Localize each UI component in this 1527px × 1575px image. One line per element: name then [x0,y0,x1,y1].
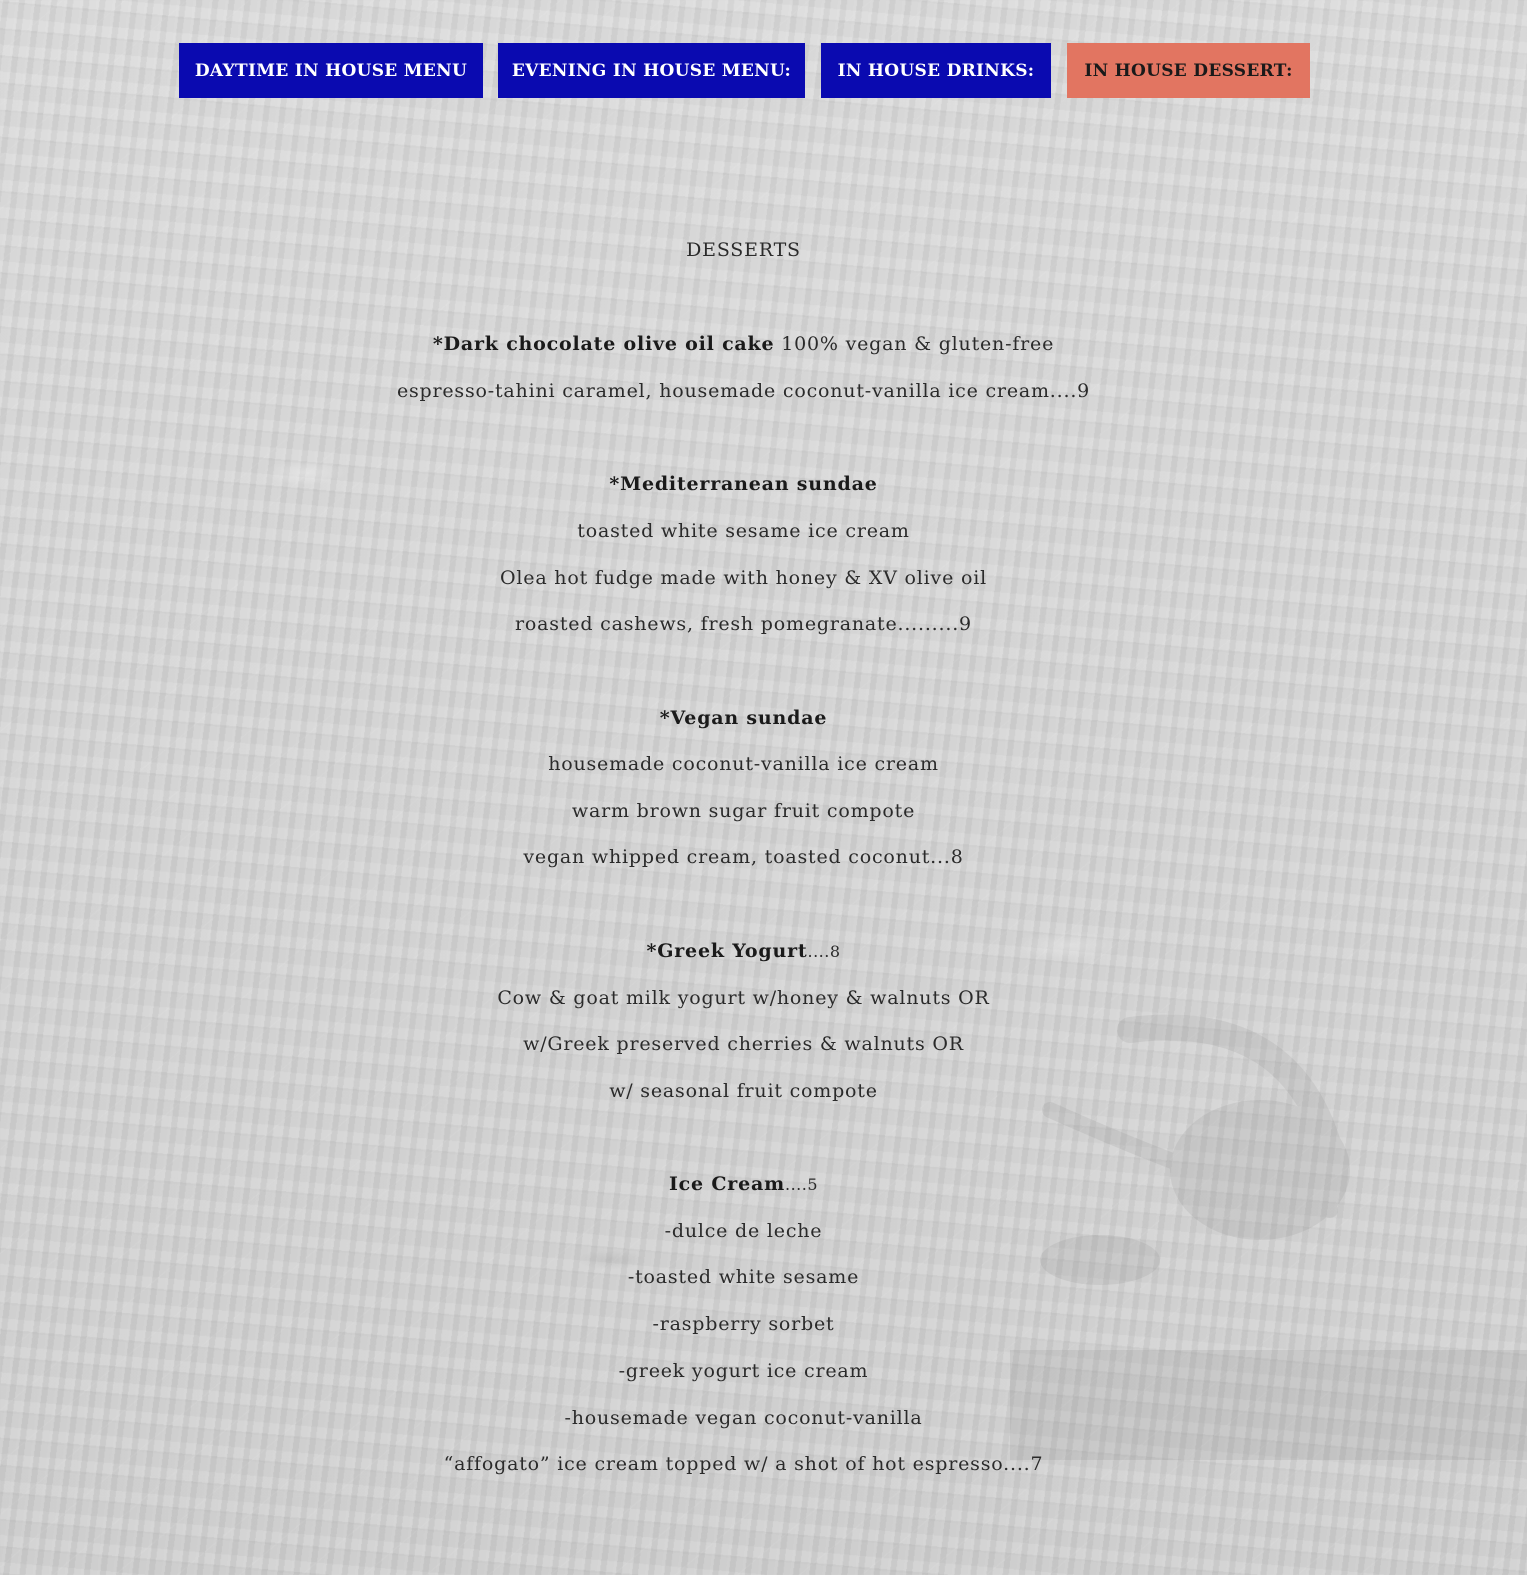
tab-dessert[interactable]: IN HOUSE DESSERT: [1067,43,1310,98]
item-name-suffix: 100% vegan & gluten-free [781,333,1055,355]
menu-item-title [0,706,1487,730]
menu-item-title [0,332,1487,356]
item-description: w/ seasonal fruit compote [609,1080,878,1102]
item-name: *Dark chocolate olive oil cake [432,333,775,355]
item-description: warm brown sugar fruit compote [571,800,916,822]
menu-item-title [0,1172,1487,1197]
menu-item-title [0,939,1487,964]
item-price: ....5 [784,1175,819,1194]
item-description: espresso-tahini caramel, housemade coconut-vanilla ice cream....9 [396,380,1091,402]
tab-evening-menu[interactable]: EVENING IN HOUSE MENU: [498,43,805,98]
menu-item-title [0,472,1487,496]
item-description: Olea hot fudge made with honey & XV olive oil [500,567,987,589]
item-description: toasted white sesame ice cream [577,520,910,542]
item-description: -raspberry sorbet [652,1313,835,1335]
tab-daytime-menu[interactable]: DAYTIME IN HOUSE MENU [179,43,483,98]
item-name: *Vegan sundae [659,707,828,729]
tab-drinks[interactable]: IN HOUSE DRINKS: [821,43,1051,98]
item-description: w/Greek preserved cherries & walnuts OR [523,1033,964,1055]
menu-tabs [179,43,1310,98]
item-description: vegan whipped cream, toasted coconut...8 [523,846,964,868]
menu-heading: DESSERTS [686,239,801,261]
item-description: -toasted white sesame [627,1266,860,1288]
item-description: Cow & goat milk yogurt w/honey & walnuts OR [497,987,990,1009]
item-description: -greek yogurt ice cream [618,1360,869,1382]
item-description: housemade coconut-vanilla ice cream [548,753,939,775]
item-description: -dulce de leche [664,1220,823,1242]
item-description: roasted cashews, fresh pomegranate.........9 [515,613,972,635]
item-price: ....8 [807,942,841,961]
item-description: -housemade vegan coconut-vanilla [564,1407,923,1429]
item-name: *Greek Yogurt [646,940,808,962]
item-description: “affogato” ice cream topped w/ a shot of hot espresso....7 [443,1453,1044,1475]
item-name: Ice Cream [668,1173,785,1195]
item-name: *Mediterranean sundae [609,473,878,495]
